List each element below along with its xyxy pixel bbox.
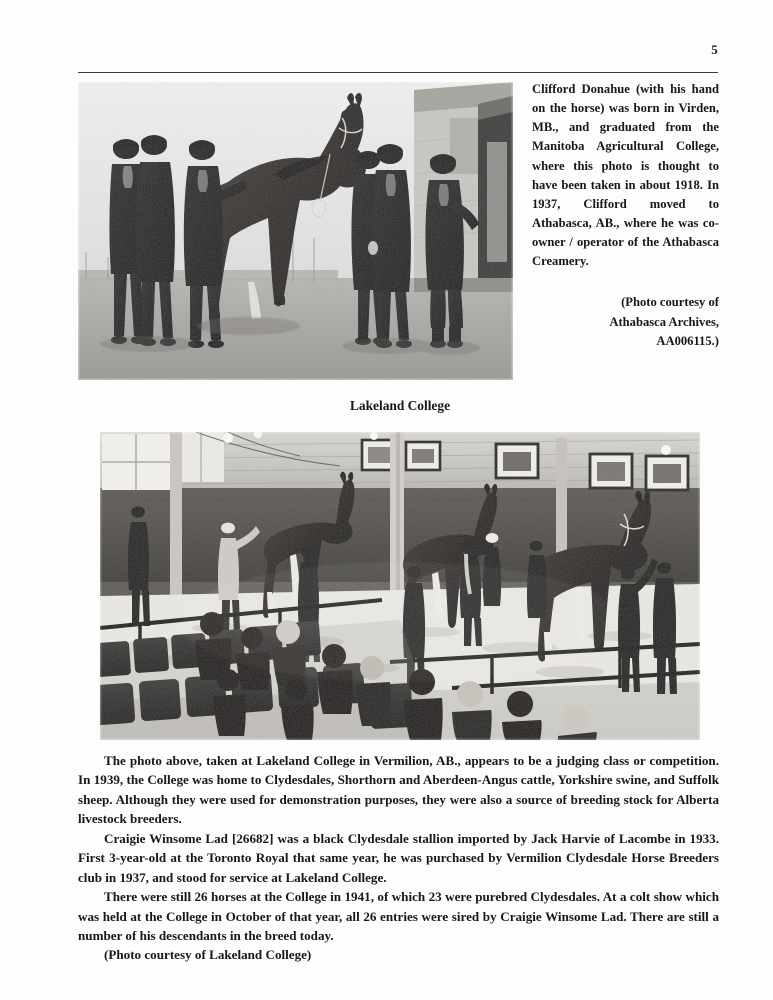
- photo-men-with-clydesdale: [78, 82, 513, 380]
- header-rule: [78, 72, 718, 73]
- photo-judging-arena: [100, 432, 700, 740]
- body-paragraph-1: The photo above, taken at Lakeland College in Vermilion, AB., appears to be a judging class or competition. In 1939, the College was home to Clydesdales, Shorthorn and Aberdeen-Angus cattle, Yorkshire swine, and Suffolk sheep. Although they were used for demonstration purposes, they were also a source of breeding stock for Alberta livestock breeders.: [78, 753, 719, 827]
- body-paragraph-3: There were still 26 horses at the College in 1941, of which 23 were purebred Clydesdales. At a colt show which was held at the College in October of that year, all 26 entries were sired by Craigie Winsome Lad. There are still a number of his descendants in the breed today.: [78, 889, 719, 943]
- photo-top-credit-line-1: (Photo courtesy of: [621, 295, 719, 310]
- lakeland-college-label: Lakeland College: [349, 398, 451, 413]
- photo-top-caption-text: Clifford Donahue (with his hand on the horse) was born in Virden, MB., and graduated from the Manitoba Agricultural College, where this photo is thought to have been taken in about 1918. In 1937, Clifford moved to Athabasca, AB., where he was co-owner / operator of the Athabasca Creamery.: [532, 82, 719, 269]
- photo-top-credit-line-3: AA006115.): [656, 333, 719, 348]
- photo-top-credit: [532, 293, 719, 350]
- photo-bottom-credit: (Photo courtesy of Lakeland College): [104, 947, 312, 963]
- photo-men-with-clydesdale-image: [78, 82, 513, 380]
- body-text-column: [78, 751, 719, 965]
- page-number: 5: [711, 42, 718, 57]
- body-paragraph-2: Craigie Winsome Lad [26682] was a black Clydesdale stallion imported by Jack Harvie of Lacombe in 1933. First 3-year-old at the Toronto Royal that same year, he was purchased by Vermilion Clydesdale Horse Breeders club in 1937, and stood for service at Lakeland College.: [78, 830, 719, 885]
- photo-top-caption-column: [532, 80, 719, 351]
- photo-judging-arena-image: [100, 432, 700, 740]
- photo-top-credit-line-2: Athabasca Archives,: [609, 314, 719, 329]
